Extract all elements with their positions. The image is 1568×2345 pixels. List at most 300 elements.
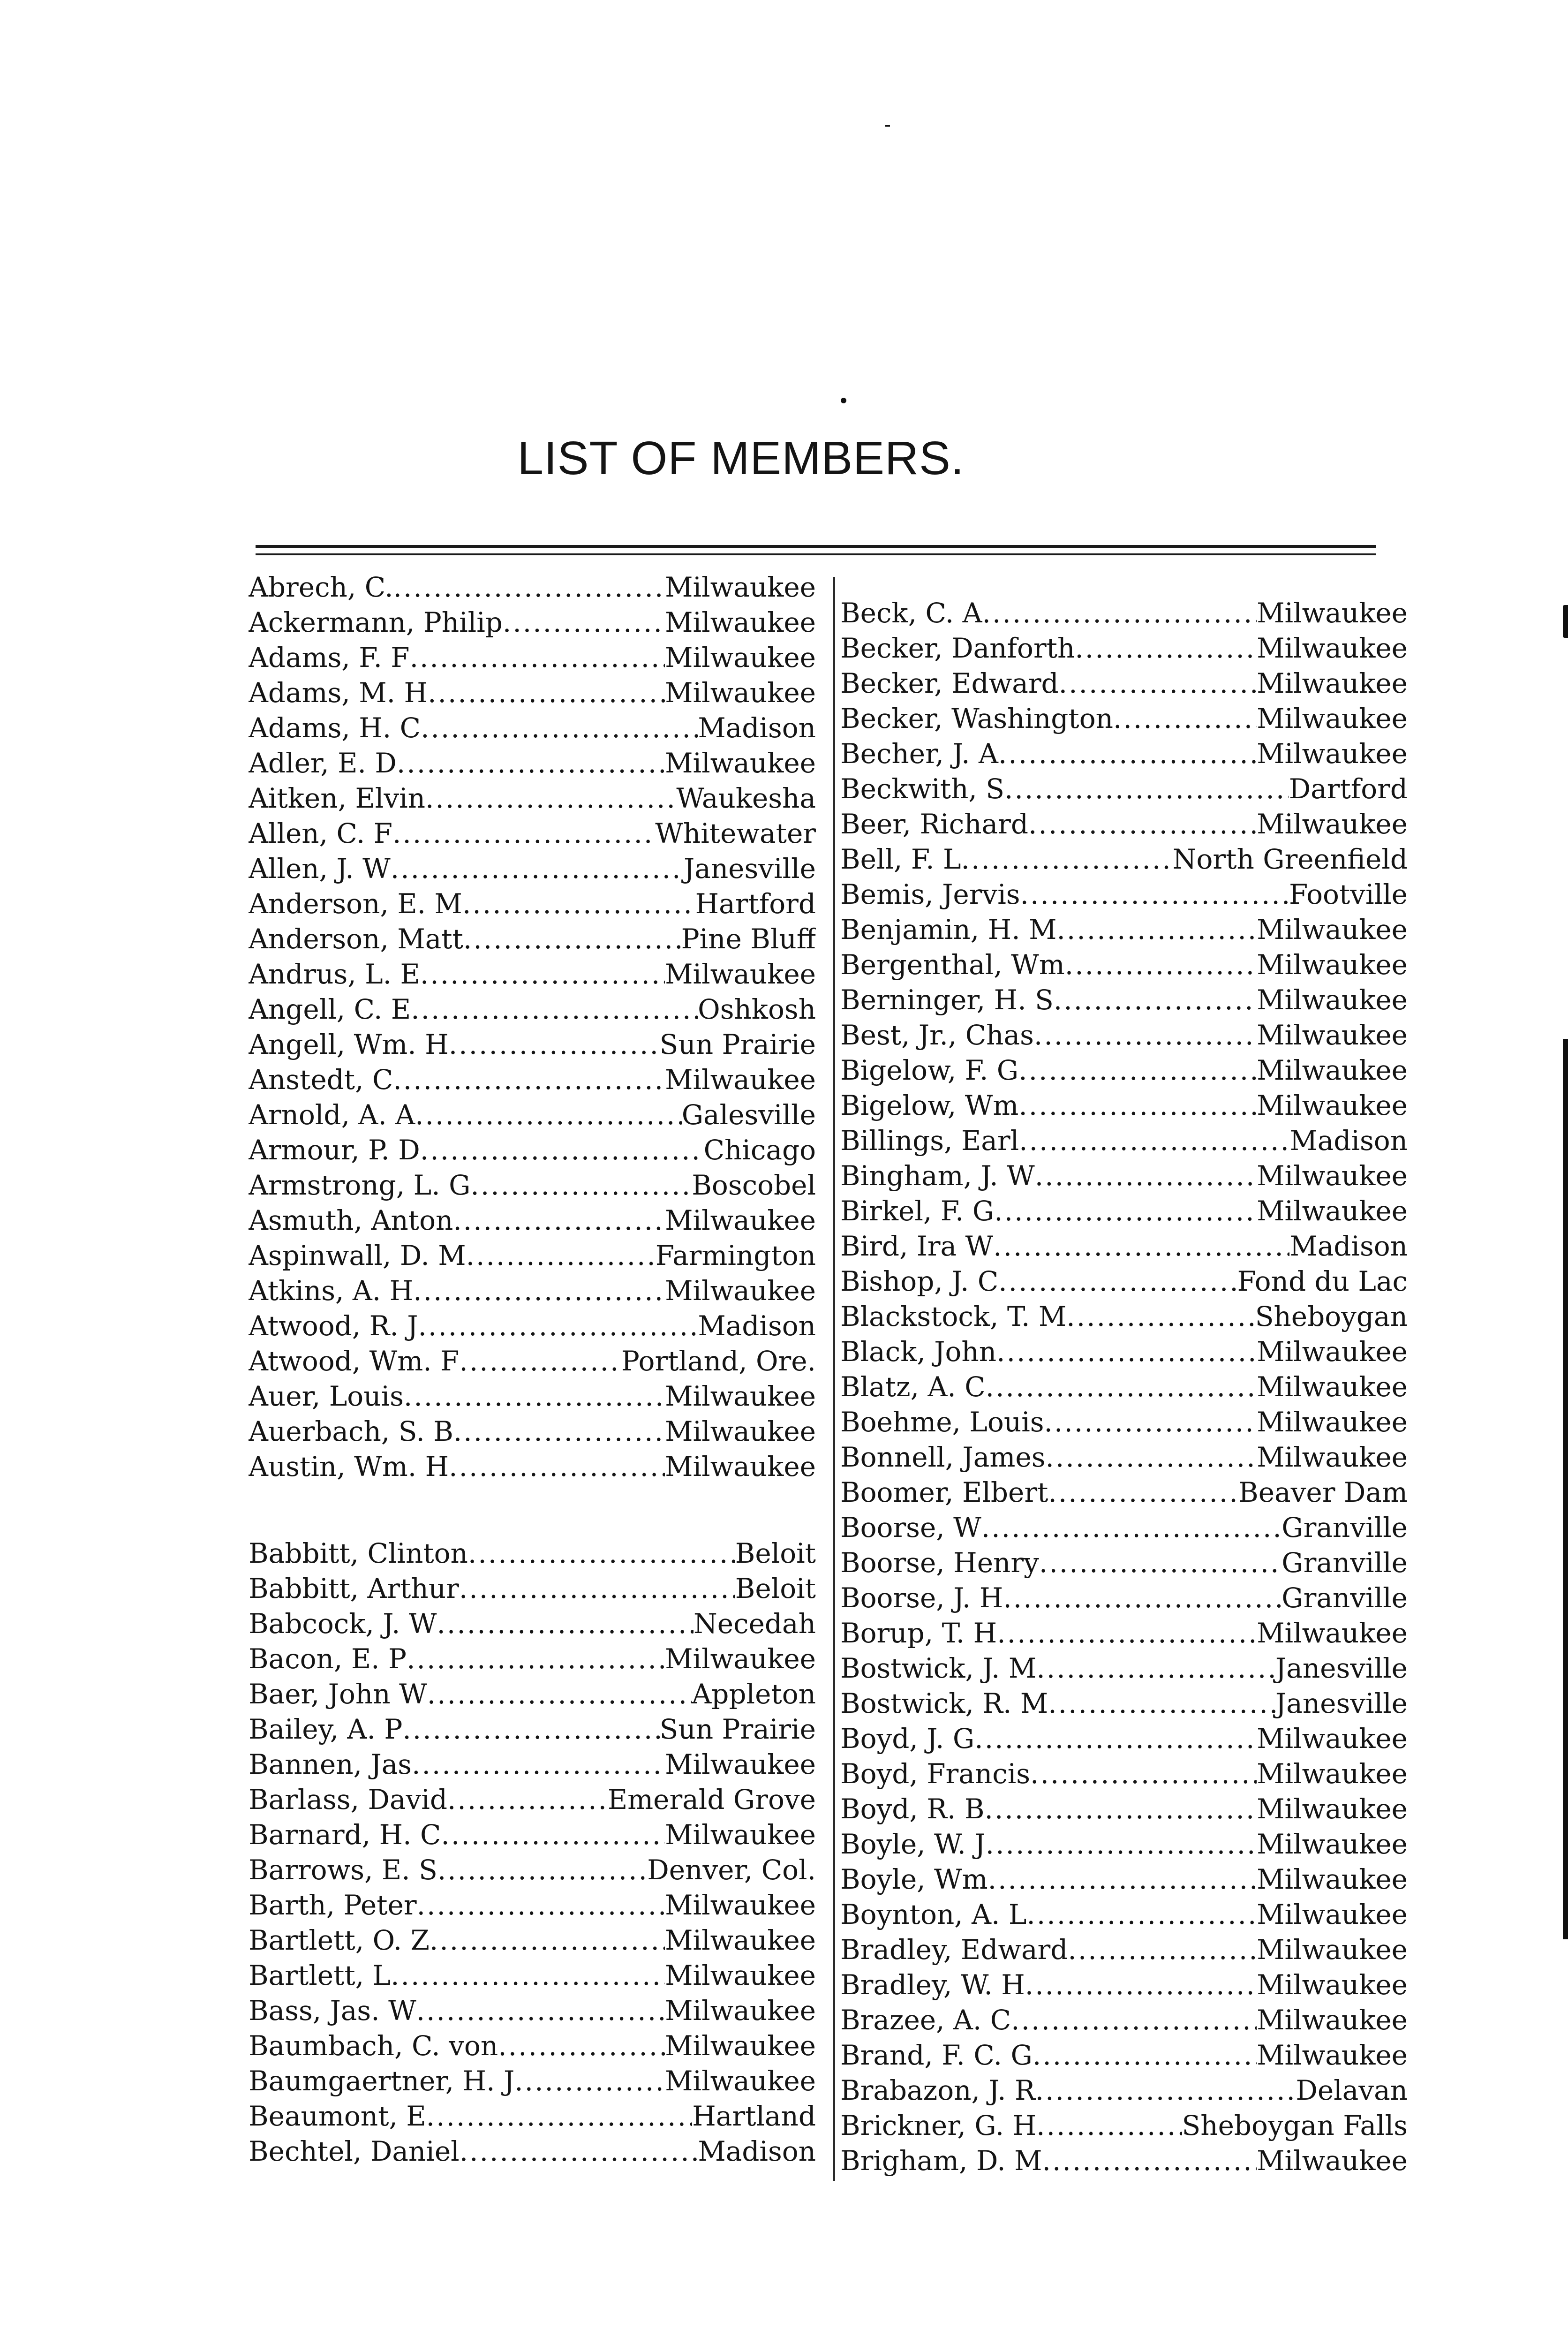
- member-town: North Greenfield: [1172, 843, 1408, 875]
- member-name: Aspinwall, D. M: [249, 1240, 466, 1271]
- member-entry: [840, 2073, 1408, 2108]
- member-town: Farmington: [655, 1240, 816, 1271]
- member-entry: [249, 1203, 816, 1238]
- member-entry: [840, 2108, 1408, 2143]
- member-town: Milwaukee: [1257, 1969, 1408, 2001]
- member-name: Boynton, A. L: [840, 1899, 1027, 1930]
- member-town: Milwaukee: [1257, 949, 1408, 981]
- member-name: Bechtel, Daniel: [249, 2135, 460, 2167]
- member-town: Milwaukee: [1257, 1828, 1408, 1860]
- member-name: Bannen, Jas: [249, 1748, 412, 1780]
- member-name: Bemis, Jervis: [840, 878, 1020, 910]
- member-entry: [840, 631, 1408, 666]
- member-name: Best, Jr., Chas: [840, 1019, 1034, 1051]
- member-entry: [249, 1168, 816, 1203]
- member-town: Milwaukee: [665, 1643, 816, 1675]
- dot-leader: [1045, 1440, 1257, 1475]
- member-town: Milwaukee: [665, 1451, 816, 1483]
- member-entry: [249, 640, 816, 675]
- member-entry: [840, 1862, 1408, 1897]
- member-town: Milwaukee: [665, 677, 816, 709]
- member-name: Boorse, Henry: [840, 1547, 1039, 1579]
- member-name: Boorse, J. H: [840, 1582, 1003, 1614]
- member-entry: [840, 842, 1408, 877]
- page-title: LIST OF MEMBERS.: [517, 432, 965, 484]
- dot-leader: [397, 746, 665, 781]
- member-entry: [249, 1958, 816, 1993]
- dot-leader: [417, 1888, 665, 1923]
- member-town: Milwaukee: [1257, 808, 1408, 840]
- dot-leader: [393, 1062, 665, 1097]
- member-name: Anderson, E. M: [249, 888, 462, 920]
- dot-leader: [470, 1168, 692, 1203]
- member-column-right: [840, 596, 1408, 2179]
- member-entry: [249, 1642, 816, 1677]
- member-name: Babbitt, Arthur: [249, 1573, 459, 1604]
- member-name: Blackstock, T. M: [840, 1301, 1067, 1332]
- member-name: Barlass, David: [249, 1784, 447, 1815]
- member-town: Milwaukee: [665, 1924, 816, 1956]
- member-town: Janesville: [683, 853, 816, 885]
- member-entry: [249, 1133, 816, 1168]
- member-name: Bradley, Edward: [840, 1934, 1068, 1966]
- member-name: Bostwick, J. M: [840, 1652, 1037, 1684]
- dot-leader: [415, 1097, 682, 1133]
- member-entry: [840, 1334, 1408, 1369]
- member-name: Allen, C. F: [249, 817, 392, 849]
- member-town: Milwaukee: [1257, 1863, 1408, 1895]
- member-name: Bingham, J. W: [840, 1160, 1035, 1192]
- dot-leader: [982, 596, 1257, 631]
- member-entry: [249, 746, 816, 781]
- member-name: Angell, Wm. H: [249, 1029, 449, 1060]
- member-town: Pine Bluff: [681, 923, 816, 955]
- member-name: Beck, C. A: [840, 597, 982, 629]
- member-entry: [840, 807, 1408, 842]
- dot-leader: [986, 1369, 1257, 1405]
- member-name: Brand, F. C. G: [840, 2039, 1033, 2071]
- member-name: Bishop, J. C: [840, 1265, 999, 1297]
- member-name: Adams, F. F: [249, 642, 410, 673]
- dot-leader: [997, 1616, 1257, 1651]
- member-town: Sheboygan Falls: [1182, 2110, 1408, 2141]
- member-town: Milwaukee: [1257, 1371, 1408, 1403]
- member-entry: [840, 947, 1408, 983]
- member-name: Bacon, E. P: [249, 1643, 407, 1675]
- member-name: Adams, M. H: [249, 677, 428, 709]
- member-town: Milwaukee: [665, 2030, 816, 2062]
- member-entry: [840, 1827, 1408, 1862]
- member-town: Denver, Col.: [647, 1854, 816, 1886]
- member-entry: [249, 1606, 816, 1642]
- member-name: Baumgaertner, H. J: [249, 2065, 515, 2097]
- member-entry: [840, 1123, 1408, 1158]
- dot-leader: [447, 1782, 608, 1817]
- member-name: Bell, F. L: [840, 843, 961, 875]
- dot-leader: [1056, 912, 1257, 947]
- member-town: Oshkosh: [698, 993, 816, 1025]
- member-town: Waukesha: [676, 782, 816, 814]
- member-entry: [249, 2064, 816, 2099]
- member-name: Armstrong, L. G: [249, 1169, 471, 1201]
- member-entry: [249, 605, 816, 640]
- member-entry: [840, 1932, 1408, 1967]
- member-name: Boyle, W. J: [840, 1828, 986, 1860]
- member-entry: [840, 1229, 1408, 1264]
- member-entry: [249, 1747, 816, 1782]
- member-town: Madison: [698, 712, 816, 744]
- member-name: Abrech, C.: [249, 571, 393, 603]
- member-name: Birkel, F. G: [840, 1195, 995, 1227]
- member-entry: [840, 2003, 1408, 2038]
- member-name: Anderson, Matt: [249, 923, 463, 955]
- member-town: Chicago: [703, 1134, 816, 1166]
- member-entry: [840, 877, 1408, 912]
- member-name: Adler, E. D: [249, 747, 397, 779]
- member-entry: [249, 1677, 816, 1712]
- member-town: Milwaukee: [665, 747, 816, 779]
- member-entry: [249, 1379, 816, 1414]
- member-town: Milwaukee: [1257, 632, 1408, 664]
- dot-leader: [1048, 1686, 1275, 1721]
- dot-leader: [1065, 947, 1257, 983]
- dot-leader: [393, 570, 665, 605]
- member-name: Allen, J. W: [249, 853, 391, 885]
- member-entry: [840, 912, 1408, 947]
- dot-leader: [426, 2099, 693, 2134]
- member-entry: [249, 1273, 816, 1309]
- dot-leader: [441, 1817, 665, 1853]
- member-entry: [840, 596, 1408, 631]
- member-name: Billings, Earl: [840, 1125, 1019, 1157]
- member-entry: [249, 1309, 816, 1344]
- member-column-left: [249, 570, 816, 2169]
- dot-leader: [420, 957, 665, 992]
- member-town: Portland, Ore.: [621, 1345, 816, 1377]
- dot-leader: [449, 1449, 665, 1484]
- dot-leader: [1036, 1651, 1275, 1686]
- dot-leader: [1042, 2143, 1257, 2179]
- dot-leader: [453, 1414, 665, 1449]
- member-name: Auer, Louis: [249, 1380, 404, 1412]
- member-entry: [249, 957, 816, 992]
- print-speck: [885, 125, 890, 127]
- column-divider: [833, 577, 835, 2181]
- dot-leader: [407, 1642, 665, 1677]
- member-name: Bigelow, Wm: [840, 1089, 1019, 1121]
- member-town: Fond du Lac: [1237, 1265, 1408, 1297]
- member-name: Bigelow, F. G: [840, 1054, 1019, 1086]
- member-name: Becker, Edward: [840, 667, 1059, 699]
- member-town: Milwaukee: [1257, 2039, 1408, 2071]
- member-town: Milwaukee: [665, 1380, 816, 1412]
- member-name: Babbitt, Clinton: [249, 1537, 468, 1569]
- member-entry: [840, 1475, 1408, 1510]
- member-entry: [249, 1449, 816, 1484]
- member-entry: [249, 886, 816, 922]
- dot-leader: [1033, 2038, 1257, 2073]
- member-name: Boyd, J. G: [840, 1723, 975, 1755]
- member-entry: [249, 922, 816, 957]
- dot-leader: [1059, 666, 1257, 701]
- member-town: Emerald Grove: [607, 1784, 816, 1815]
- dot-leader: [392, 816, 655, 851]
- member-entry: [840, 1686, 1408, 1721]
- dot-leader: [430, 1923, 665, 1958]
- member-name: Bird, Ira W: [840, 1230, 994, 1262]
- dot-leader: [449, 1027, 660, 1062]
- member-name: Bass, Jas. W: [249, 1995, 416, 2027]
- dot-leader: [1025, 1967, 1257, 2003]
- member-town: Sun Prairie: [659, 1713, 816, 1745]
- member-name: Boomer, Elbert: [840, 1476, 1048, 1508]
- member-entry: [249, 1536, 816, 1571]
- member-name: Armour, P. D: [249, 1134, 420, 1166]
- member-entry: [249, 1238, 816, 1273]
- member-name: Baer, John W: [249, 1678, 427, 1710]
- member-name: Borup, T. H: [840, 1617, 997, 1649]
- member-entry: [840, 1405, 1408, 1440]
- dot-leader: [428, 675, 665, 711]
- member-name: Atwood, Wm. F: [249, 1345, 460, 1377]
- member-entry: [249, 2134, 816, 2169]
- member-name: Atkins, A. H: [249, 1275, 414, 1307]
- member-town: Hartland: [692, 2100, 816, 2132]
- member-name: Beckwith, S: [840, 773, 1005, 805]
- member-entry: [249, 781, 816, 816]
- member-name: Boehme, Louis: [840, 1406, 1044, 1438]
- member-town: Footville: [1289, 878, 1408, 910]
- dot-leader: [993, 1229, 1289, 1264]
- heading-rule: [256, 545, 1376, 548]
- member-entry: [840, 1440, 1408, 1475]
- dot-leader: [420, 1133, 704, 1168]
- member-town: Milwaukee: [665, 1204, 816, 1236]
- dot-leader: [437, 1606, 694, 1642]
- member-entry: [249, 1571, 816, 1606]
- member-town: Milwaukee: [1257, 1019, 1408, 1051]
- member-town: Granville: [1282, 1582, 1408, 1614]
- member-entry: [840, 1299, 1408, 1334]
- member-name: Bergenthal, Wm: [840, 949, 1065, 981]
- dot-leader: [1035, 1158, 1257, 1194]
- member-name: Brabazon, J. R: [840, 2074, 1035, 2106]
- member-entry: [840, 2038, 1408, 2073]
- member-entry: [249, 1712, 816, 1747]
- member-name: Bostwick, R. M: [840, 1687, 1048, 1719]
- dot-leader: [988, 1862, 1257, 1897]
- member-town: Madison: [1289, 1230, 1408, 1262]
- member-town: Appleton: [692, 1678, 816, 1710]
- member-entry: [840, 1897, 1408, 1932]
- member-name: Bonnell, James: [840, 1441, 1046, 1473]
- dot-leader: [1068, 1932, 1257, 1967]
- member-name: Anstedt, C: [249, 1064, 393, 1096]
- member-town: Milwaukee: [665, 1959, 816, 1991]
- dot-leader: [437, 1853, 647, 1888]
- member-name: Bailey, A. P: [249, 1713, 403, 1745]
- member-entry: [249, 1993, 816, 2028]
- member-entry: [249, 1062, 816, 1097]
- dot-leader: [998, 736, 1257, 772]
- dot-leader: [981, 1510, 1282, 1545]
- member-entry: [840, 1616, 1408, 1651]
- member-name: Andrus, L. E: [249, 958, 420, 990]
- dot-leader: [1054, 983, 1257, 1018]
- dot-leader: [1028, 807, 1257, 842]
- dot-leader: [1044, 1405, 1257, 1440]
- member-name: Asmuth, Anton: [249, 1204, 453, 1236]
- member-entry: [840, 772, 1408, 807]
- member-entry: [840, 1756, 1408, 1792]
- member-entry: [249, 1923, 816, 1958]
- member-entry: [249, 1097, 816, 1133]
- member-entry: [840, 1018, 1408, 1053]
- member-town: Milwaukee: [1257, 1195, 1408, 1227]
- dot-leader: [974, 1721, 1257, 1756]
- member-entry: [840, 1581, 1408, 1616]
- member-town: Janesville: [1275, 1687, 1408, 1719]
- dot-leader: [459, 1571, 735, 1606]
- member-entry: [249, 711, 816, 746]
- member-town: Milwaukee: [1257, 667, 1408, 699]
- member-name: Benjamin, H. M: [840, 914, 1057, 946]
- member-name: Becker, Danforth: [840, 632, 1075, 664]
- member-entry: [249, 1414, 816, 1449]
- member-entry: [840, 1721, 1408, 1756]
- member-town: Milwaukee: [1257, 1758, 1408, 1790]
- member-entry: [840, 1088, 1408, 1123]
- dot-leader: [468, 1536, 735, 1571]
- dot-leader: [427, 1677, 692, 1712]
- member-entry: [249, 1027, 816, 1062]
- member-town: Milwaukee: [665, 642, 816, 673]
- dot-leader: [1004, 772, 1289, 807]
- member-name: Arnold, A. A: [249, 1099, 415, 1131]
- dot-leader: [1020, 877, 1289, 912]
- member-name: Bartlett, O. Z: [249, 1924, 430, 1956]
- member-entry: [840, 2143, 1408, 2179]
- member-town: Beaver Dam: [1238, 1476, 1408, 1508]
- member-town: Milwaukee: [665, 1064, 816, 1096]
- member-name: Brazee, A. C: [840, 2004, 1011, 2036]
- member-town: Whitewater: [655, 817, 816, 849]
- dot-leader: [404, 1379, 665, 1414]
- member-town: Delavan: [1296, 2074, 1408, 2106]
- dot-leader: [463, 922, 681, 957]
- member-town: Janesville: [1275, 1652, 1408, 1684]
- member-entry: [249, 816, 816, 851]
- member-name: Boyle, Wm: [840, 1863, 988, 1895]
- member-name: Ackermann, Philip: [249, 606, 503, 638]
- member-name: Brickner, G. H: [840, 2110, 1037, 2141]
- member-entry: [249, 1888, 816, 1923]
- member-town: Milwaukee: [1257, 1723, 1408, 1755]
- member-name: Atwood, R. J: [249, 1310, 418, 1342]
- member-name: Berninger, H. S: [840, 984, 1054, 1016]
- dot-leader: [1036, 2108, 1182, 2143]
- member-town: Milwaukee: [1257, 738, 1408, 770]
- member-town: Milwaukee: [665, 1275, 816, 1307]
- member-town: Beloit: [735, 1573, 816, 1604]
- dot-leader: [410, 640, 665, 675]
- dot-leader: [413, 1273, 665, 1309]
- page-edge-shadow: [1563, 1039, 1568, 1939]
- member-entry: [249, 2099, 816, 2134]
- member-name: Barrows, E. S: [249, 1854, 437, 1886]
- dot-leader: [986, 1827, 1257, 1862]
- dot-leader: [1039, 1545, 1282, 1581]
- member-entry: [840, 983, 1408, 1018]
- member-name: Aitken, Elvin: [249, 782, 425, 814]
- member-town: Milwaukee: [1257, 1160, 1408, 1192]
- dot-leader: [1066, 1299, 1255, 1334]
- member-name: Barth, Peter: [249, 1889, 417, 1921]
- member-name: Beaumont, E: [249, 2100, 426, 2132]
- dot-leader: [1113, 701, 1257, 736]
- member-town: Milwaukee: [665, 2065, 816, 2097]
- dot-leader: [498, 2028, 665, 2064]
- member-town: Milwaukee: [665, 1415, 816, 1447]
- member-town: Milwaukee: [665, 1748, 816, 1780]
- member-town: Milwaukee: [665, 1995, 816, 2027]
- member-town: Milwaukee: [1257, 2004, 1408, 2036]
- member-town: Milwaukee: [665, 1889, 816, 1921]
- dot-leader: [462, 886, 695, 922]
- member-name: Blatz, A. C: [840, 1371, 986, 1403]
- member-entry: [840, 1264, 1408, 1299]
- member-town: Madison: [698, 2135, 816, 2167]
- member-name: Angell, C. E: [249, 993, 411, 1025]
- member-name: Bradley, W. H: [840, 1969, 1025, 2001]
- dot-leader: [984, 1792, 1257, 1827]
- dot-leader: [411, 992, 698, 1027]
- member-name: Barnard, H. C: [249, 1819, 441, 1851]
- member-town: Milwaukee: [665, 958, 816, 990]
- dot-leader: [994, 1194, 1257, 1229]
- member-entry: [840, 701, 1408, 736]
- member-town: Sheboygan: [1255, 1301, 1408, 1332]
- dot-leader: [416, 1993, 665, 2028]
- dot-leader: [391, 851, 684, 886]
- dot-leader: [1048, 1475, 1238, 1510]
- member-name: Boorse, W: [840, 1512, 981, 1543]
- member-name: Becher, J. A: [840, 738, 998, 770]
- member-entry: [840, 1651, 1408, 1686]
- dot-leader: [421, 711, 698, 746]
- dot-leader: [1018, 1053, 1257, 1088]
- dot-leader: [1003, 1581, 1282, 1616]
- dot-leader: [996, 1334, 1257, 1369]
- member-town: Milwaukee: [1257, 1899, 1408, 1930]
- member-town: Sun Prairie: [659, 1029, 816, 1060]
- member-town: Milwaukee: [1257, 1934, 1408, 1966]
- member-town: Granville: [1282, 1547, 1408, 1579]
- print-speck: [841, 398, 846, 403]
- member-town: Milwaukee: [1257, 1336, 1408, 1368]
- member-town: Madison: [1289, 1125, 1408, 1157]
- member-entry: [840, 1545, 1408, 1581]
- member-name: Becker, Washington: [840, 703, 1114, 734]
- member-town: Milwaukee: [1257, 1793, 1408, 1825]
- member-entry: [840, 1967, 1408, 2003]
- member-town: Milwaukee: [1257, 1617, 1408, 1649]
- member-town: Milwaukee: [1257, 597, 1408, 629]
- dot-leader: [402, 1712, 659, 1747]
- dot-leader: [961, 842, 1173, 877]
- dot-leader: [459, 1344, 621, 1379]
- dot-leader: [1018, 1088, 1257, 1123]
